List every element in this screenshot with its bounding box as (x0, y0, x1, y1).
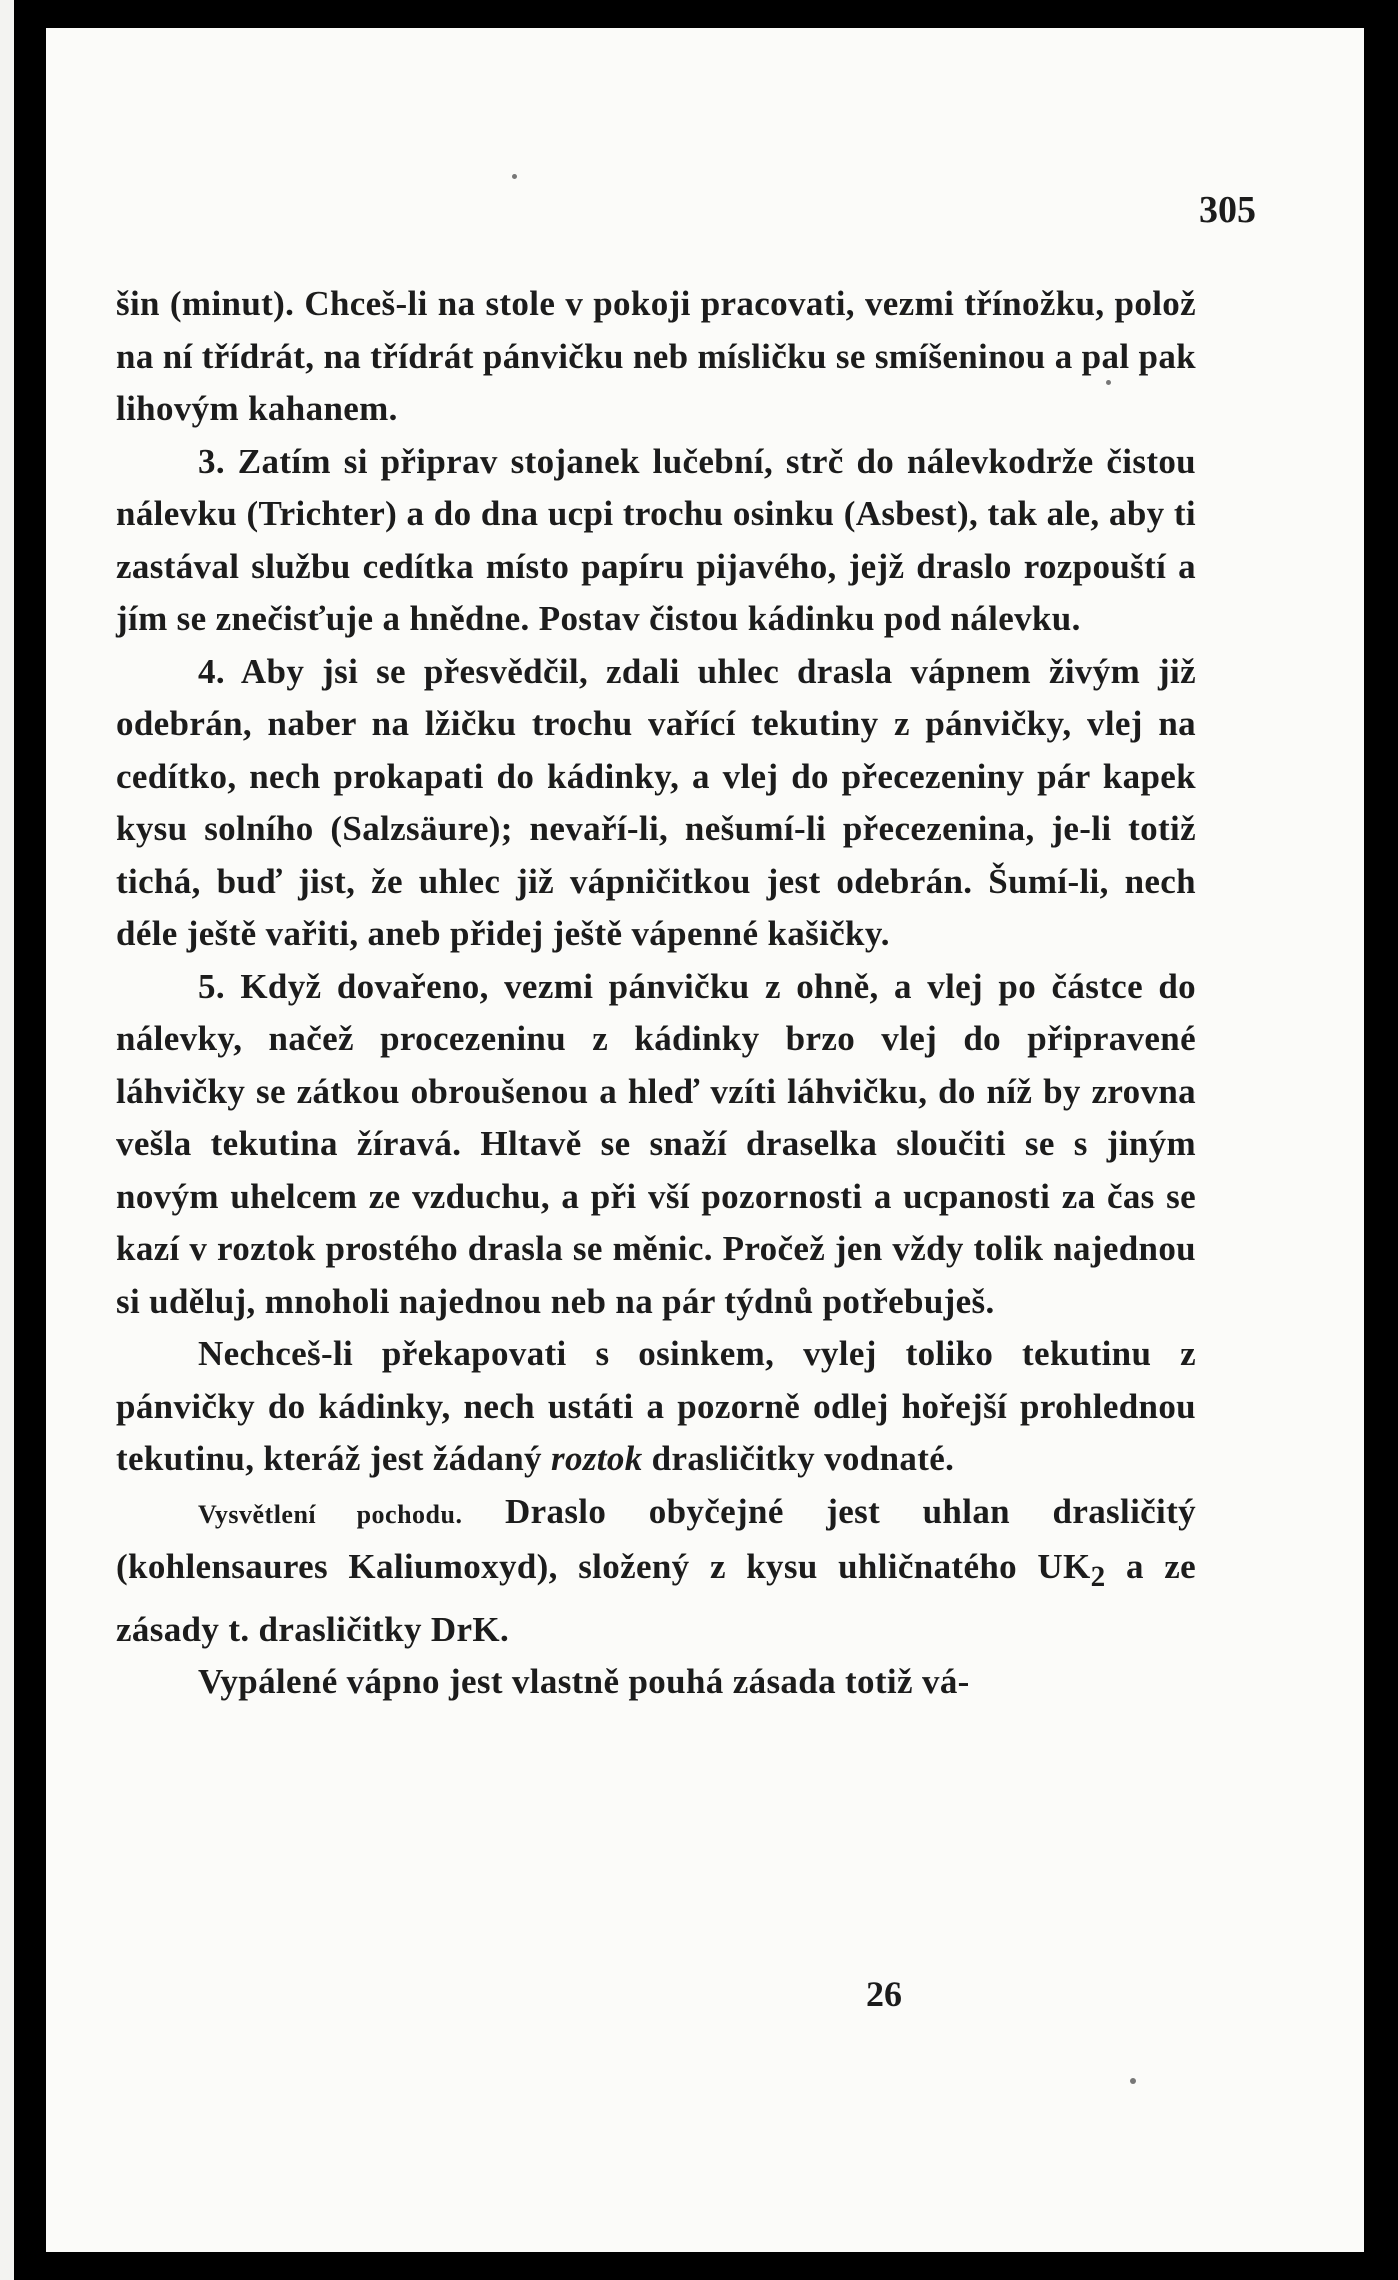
paragraph-3: 4. Aby jsi se přesvědčil, zdali uhlec drasla vápnem živým již odebrán, naber na lžičku trochu vařící tekutiny z pánvičky, vlej na cedítko, nech prokapati do kádinky, a vlej do přecezeniny pár kapek kysu solního (Salzsäure); nevaří-li, nešumí-li přecezenina, je-li totiž tichá, buď jist, že uhlec již vápničitkou jest odebrán. Šumí-li, nech déle ještě vařiti, aneb přidej ještě vápenné kašičky. (116, 651, 1196, 953)
speck (512, 174, 517, 179)
explanation-text: Draslo obyčejné jest uhlan drasličitý (kohlensaures Kaliumoxyd), složený z kysu uhličnatého UK (116, 1491, 1196, 1586)
explanation-text-after: a ze zásady t. drasličitky DrK. (116, 1547, 1196, 1649)
body-text (116, 278, 1196, 1709)
paragraph-5 (116, 1328, 1196, 1486)
document-page (46, 28, 1364, 2252)
paragraph-1: šin (minut). Chceš-li na stole v pokoji pracovati, vezmi třínožku, polož na ní třídrát, na třídrát pánvičku neb mísličku se smíšeninou a pal pak lihovým kahanem. (116, 284, 1196, 428)
speck (1130, 2078, 1136, 2084)
roztok-word: roztok (551, 1439, 643, 1478)
last-paragraph: Vypálené vápno jest vlastně pouhá zásada totiž vá- (198, 1662, 970, 1701)
speck (1106, 380, 1111, 385)
paragraph-4: 5. Když dovařeno, vezmi pánvičku z ohně, a vlej po částce do nálevky, načež procezeninu z kádinky brzo vlej do připravené láhvičky se zátkou obroušenou a hleď vzíti láhvičku, do níž by zrovna vešla tekutina žíravá. Hltavě se snaží draselka sloučiti se s jiným novým uhelcem ze vzduchu, a při vší pozornosti a ucpanosti za čas se kazí v roztok prostého drasla se měnic. Pročež jen vždy tolik najednou si uděluj, mnoholi najednou neb na pár týdnů potřebuješ. (116, 966, 1196, 1321)
paragraph-5-text: Nechceš-li překapovati s osinkem, vylej toliko tekutinu z pánvičky do kádinky, nech ustáti a pozorně odlej hořejší prohlednou tekutinu, kteráž jest žádaný (116, 1334, 1196, 1478)
page-number: 305 (1199, 189, 1256, 231)
paragraph-2: 3. Zatím si připrav stojanek lučební, strč do nálevkodrže čistou nálevku (Trichter) a do dna ucpi trochu osinku (Asbest), tak ale, aby ti zastával službu cedítka místo papíru pijavého, jejž draslo rozpouští a jím se znečisťuje a hnědne. Postav čistou kádinku pod nálevku. (116, 441, 1196, 638)
explanation-paragraph (116, 1486, 1196, 1657)
roztok-rest: drasličitky vodnaté. (642, 1439, 955, 1478)
page-edge-left (0, 0, 14, 2280)
explanation-subscript: 2 (1090, 1561, 1106, 1593)
signature-mark: 26 (866, 1974, 902, 2014)
explanation-label: Vysvětlení pochodu. (198, 1499, 463, 1529)
